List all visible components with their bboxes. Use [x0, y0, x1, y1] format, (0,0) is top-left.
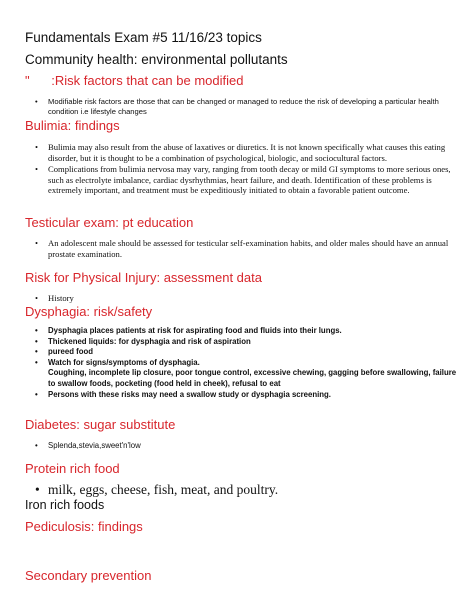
list-item: • Dysphagia places patients at risk for aspirating food and fluids into their lungs. [30, 326, 460, 337]
diabetes-list [30, 441, 450, 452]
list-item: • Splenda,stevia,sweet'n'low [30, 441, 450, 452]
heading-iron: Iron rich foods [25, 498, 105, 512]
list-item: • Bulimia may also result from the abuse of laxatives or diuretics. It is not known specifically what causes this eating disorder, but it is thought to be a combination of psychological, biologic, and sociocultural factors. [30, 142, 455, 163]
list-item: • pureed food [30, 347, 460, 358]
document-subtitle: Community health: environmental pollutants [25, 52, 288, 67]
dysphagia-list [30, 326, 460, 400]
list-item: • History [30, 293, 455, 304]
list-item: • Modifiable risk factors are those that can be changed or managed to reduce the risk of developing a particular health condition i.e lifestyle changes [30, 97, 450, 117]
testicular-list [30, 238, 455, 259]
document-title: Fundamentals Exam #5 11/16/23 topics [25, 30, 262, 45]
protein-list [30, 482, 450, 498]
heading-bulimia: Bulimia: findings [25, 118, 120, 133]
heading-risk-factors [25, 73, 243, 88]
list-item: • Persons with these risks may need a swallow study or dysphagia screening. [30, 390, 460, 401]
list-item [30, 358, 460, 390]
heading-dysphagia: Dysphagia: risk/safety [25, 304, 153, 319]
heading-secondary-prevention: Secondary prevention [25, 568, 152, 583]
risk-factors-list [30, 97, 450, 117]
heading-diabetes: Diabetes: sugar substitute [25, 417, 176, 432]
list-item: • Complications from bulimia nervosa may vary, ranging from tooth decay or mild GI symptoms to more serious ones, such as electrolyte imbalance, cardiac dysrhythmias, heart failure, and death. Identification of these problems is extremely important, and treatment must be expeditiously initiated to obtain a favorable patient outcome. [30, 164, 455, 196]
list-item: • Thickened liquids: for dysphagia and risk of aspiration [30, 337, 460, 348]
heading-risk-factors-text: :Risk factors that can be modified [51, 73, 244, 88]
heading-physical-injury: Risk for Physical Injury: assessment data [25, 270, 262, 285]
heading-protein: Protein rich food [25, 461, 120, 476]
heading-testicular: Testicular exam: pt education [25, 215, 194, 230]
dysphagia-signs-label: Watch for signs/symptoms of dysphagia. [48, 357, 200, 367]
bulimia-list [30, 142, 455, 196]
heading-pediculosis: Pediculosis: findings [25, 519, 143, 534]
list-item: • milk, eggs, cheese, fish, meat, and poultry. [30, 482, 450, 498]
list-item: • An adolescent male should be assessed for testicular self-examination habits, and older males should have an annual prostate examination. [30, 238, 455, 259]
injury-list [30, 293, 455, 304]
heading-quote-mark: " [25, 73, 30, 88]
dysphagia-signs-detail: Coughing, incomplete lip closure, poor tongue control, excessive chewing, gagging before swallowing, failure to swallow foods, pocketing (food held in cheek), refusal to eat [48, 368, 457, 388]
